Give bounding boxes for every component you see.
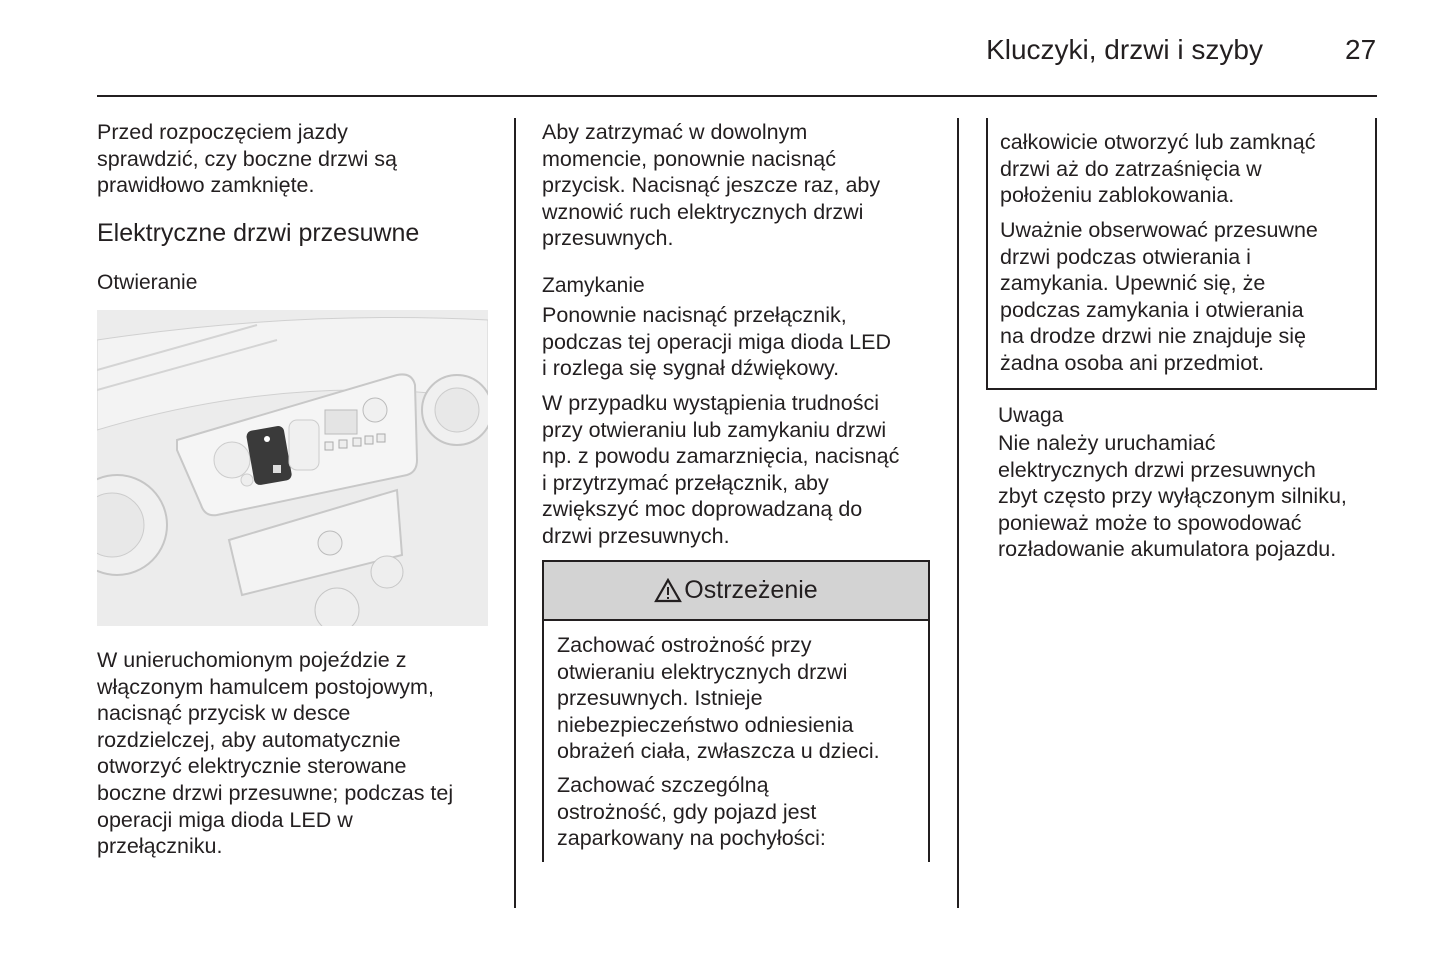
warning-header <box>544 562 928 621</box>
subheading-opening: Otwieranie <box>97 271 198 294</box>
observe-paragraph: Uważnie obserwować przesuwne drzwi podczas otwierania i zamykania. Upewnić się, że podczas zamykania i otwierania na drodze drzwi nie znajduje się żadna osoba ani przedmiot. <box>1000 218 1318 375</box>
warning-title: Ostrzeżenie <box>684 576 818 604</box>
note-paragraph: Nie należy uruchamiać elektrycznych drzwi przesuwnych zbyt często przy wyłączonym silniku, ponieważ może to spowodować rozładowanie akumulatora pojazdu. <box>998 431 1347 562</box>
chapter-title: Kluczyki, drzwi i szyby <box>986 34 1263 65</box>
warning-paragraph-1: Zachować ostrożność przy otwieraniu elektrycznych drzwi przesuwnych. Istnieje niebezpieczeństwo odniesienia obrażeń ciała, zwłaszcza u dzieci. <box>557 633 880 764</box>
intro-paragraph: Przed rozpoczęciem jazdy sprawdzić, czy boczne drzwi są prawidłowo zamknięte. <box>97 120 397 198</box>
section-heading: Elektryczne drzwi przesuwne <box>97 219 420 247</box>
page-number: 27 <box>1345 34 1377 65</box>
closing-paragraph: Ponownie nacisnąć przełącznik, podczas tej operacji miga dioda LED i rozlega się sygnał dźwiękowy. <box>542 303 891 381</box>
warning-triangle-icon <box>654 578 682 603</box>
warning-paragraph-2: Zachować szczególną ostrożność, gdy pojazd jest zaparkowany na pochyłości: <box>557 772 826 851</box>
subheading-closing: Zamykanie <box>542 274 645 297</box>
note-title: Uwaga <box>998 404 1064 427</box>
header-rule <box>97 95 1377 97</box>
dashboard-switch-illustration <box>97 310 488 626</box>
difficulty-paragraph: W przypadku wystąpienia trudności przy otwieraniu lub zamykaniu drzwi np. z powodu zamarznięcia, nacisnąć i przytrzymać przełącznik, aby zwiększyć moc doprowadzaną do drzwi przesuwnych. <box>542 391 900 548</box>
column-divider <box>514 118 516 908</box>
opening-paragraph: W unieruchomionym pojeździe z włączonym hamulcem postojowym, nacisnąć przycisk w desce rozdzielczej, aby automatycznie otworzyć elektrycznie sterowane boczne drzwi przesuwne; podczas tej operacji miga dioda LED w przełączniku. <box>97 648 454 859</box>
column-divider <box>957 118 959 908</box>
warning-continued-paragraph: całkowicie otworzyć lub zamknąć drzwi aż do zatrzaśnięcia w położeniu zablokowania. <box>1000 130 1316 208</box>
stop-paragraph: Aby zatrzymać w dowolnym momencie, ponownie nacisnąć przycisk. Nacisnąć jeszcze raz, aby wznowić ruch elektrycznych drzwi przesuwnych. <box>542 120 881 251</box>
warning-box <box>542 560 930 862</box>
